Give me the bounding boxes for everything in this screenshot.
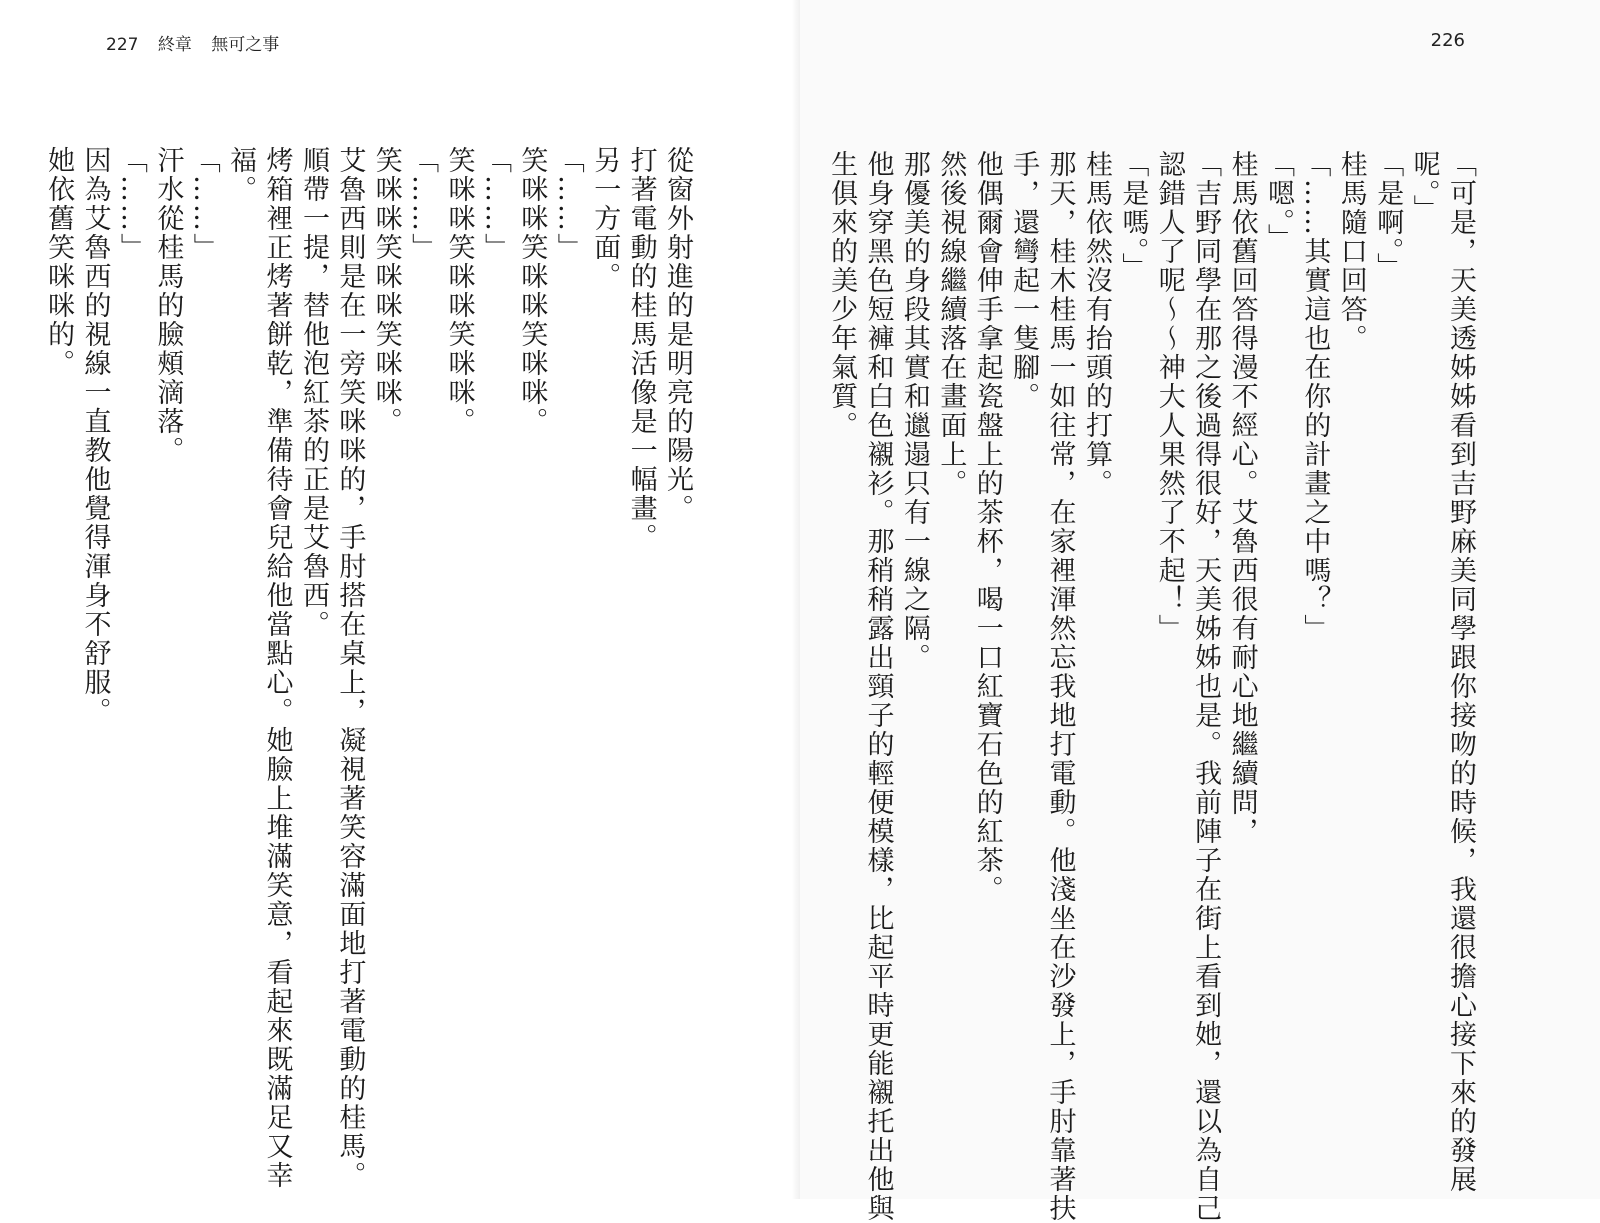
text-line: 呢。」: [1408, 150, 1440, 224]
text-line: 「吉野同學在那之後過得很好，天美姊姊也是。我前陣子在街上看到她，還以為自己: [1190, 150, 1222, 1223]
left-page-number: 227: [106, 35, 139, 55]
left-page-body: [43, 146, 695, 1190]
text-line: 認錯人了呢～～神大人果然了不起！」: [1153, 150, 1185, 643]
text-line: 艾魯西則是在一旁笑咪咪的，手肘搭在桌上，凝視著笑容滿面地打著電動的桂馬。: [334, 146, 366, 1190]
text-line: 桂馬依舊回答得漫不經心。艾魯西很有耐心地繼續問，: [1226, 150, 1258, 846]
text-line: 然後視線繼續落在畫面上。: [935, 150, 967, 498]
text-line: 笑咪咪笑咪咪笑咪咪。: [370, 146, 402, 436]
text-line: 「……」: [407, 146, 439, 262]
left-page: [0, 0, 800, 1199]
text-line: 打著電動的桂馬活像是一幅畫。: [625, 146, 657, 552]
text-line: 桂馬隨口回答。: [1335, 150, 1367, 353]
text-line: 「……其實這也在你的計畫之中嗎？」: [1299, 150, 1331, 643]
text-line: 另一方面。: [589, 146, 621, 291]
chapter-title: 無可之事: [211, 35, 280, 55]
chapter-label: 終章: [157, 35, 192, 55]
text-line: 他偶爾會伸手拿起瓷盤上的茶杯，喝一口紅寶石色的紅茶。: [971, 150, 1003, 904]
text-line: 她依舊笑咪咪的。: [43, 146, 75, 378]
text-line: 汗水從桂馬的臉頰滴落。: [152, 146, 184, 465]
text-line: 笑咪咪笑咪咪笑咪咪。: [516, 146, 548, 436]
text-line: 生俱來的美少年氣質。: [826, 150, 858, 440]
text-line: 烤箱裡正烤著餅乾，準備待會兒給他當點心。她臉上堆滿笑意，看起來既滿足又幸: [261, 146, 293, 1190]
right-page-body: [826, 150, 1478, 1223]
text-line: 手，還彎起一隻腳。: [1008, 150, 1040, 411]
text-line: 「可是，天美透姊姊看到吉野麻美同學跟你接吻的時候，我還很擔心接下來的發展: [1445, 150, 1476, 1194]
right-page-number: 226: [1430, 30, 1465, 51]
text-line: 笑咪咪笑咪咪笑咪咪。: [443, 146, 475, 436]
text-line: 「……」: [188, 146, 220, 262]
text-line: 因為艾魯西的視線一直教他覺得渾身不舒服。: [79, 146, 111, 726]
text-line: 「嗯。」: [1262, 150, 1294, 253]
text-line: 順帶一提，替他泡紅茶的正是艾魯西。: [297, 146, 329, 639]
text-line: 「……」: [479, 146, 511, 262]
text-line: 他身穿黑色短褲和白色襯衫。那稍稍露出頸子的輕便模樣，比起平時更能襯托出他與: [862, 150, 894, 1223]
text-line: 「……」: [115, 146, 147, 262]
text-line: 那優美的身段其實和邋遢只有一線之隔。: [898, 150, 930, 672]
text-line: 福。: [225, 146, 257, 204]
text-line: 「……」: [552, 146, 584, 262]
text-line: 那天，桂木桂馬一如往常，在家裡渾然忘我地打電動。他淺坐在沙發上，手肘靠著扶: [1044, 150, 1076, 1223]
text-line: 「是嗎。」: [1117, 150, 1149, 282]
text-line: 從窗外射進的是明亮的陽光。: [662, 146, 693, 523]
text-line: 「是啊。」: [1372, 150, 1404, 282]
left-page-header: [106, 30, 293, 55]
text-line: 桂馬依然沒有抬頭的打算。: [1080, 150, 1112, 498]
